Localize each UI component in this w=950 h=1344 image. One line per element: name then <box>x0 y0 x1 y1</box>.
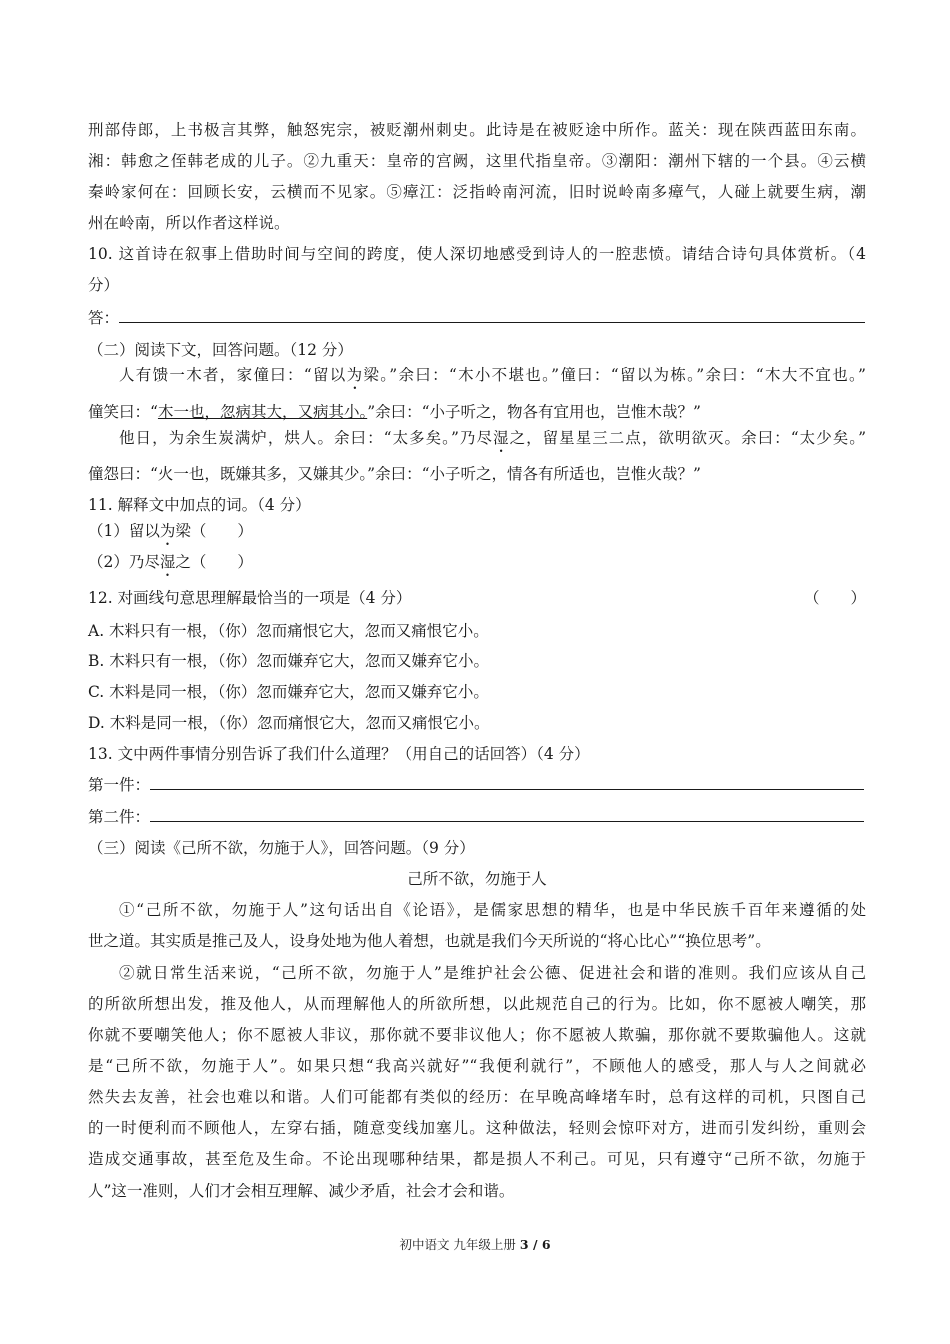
passage-2-p1-line-1: 人有馈一木者，家僮曰：“留以为梁。”余曰：“木小不堪也。”僮曰：“留以为栋。”余曰：“木大不宜也。” <box>119 366 866 384</box>
question-10-line-1: 10. 这首诗在叙事上借助时间与空间的跨度，使人深切地感受到诗人的一腔悲愤。请结合诗句具体赏析。（4 <box>88 245 866 263</box>
question-13-title: 13. 文中两件事情分别告诉了我们什么道理？（用自己的话回答）（4 分） <box>88 745 590 763</box>
page-number: 3 / 6 <box>519 1237 551 1252</box>
notes-line-2: 湘：韩愈之侄韩老成的儿子。②九重天：皇帝的宫阙，这里代指皇帝。③潮阳：潮州下辖的一个县。④云横 <box>88 152 866 170</box>
notes-line-4: 州在岭南，所以作者这样说。 <box>88 214 290 232</box>
answer-line-second[interactable] <box>150 820 864 822</box>
article-p2-line-4: 是“己所不欲，勿施于人”。如果只想“我高兴就好”“我便利就行”，不顾他人的感受，那人与人之间就必 <box>88 1057 866 1075</box>
option-b[interactable]: B. 木料只有一根，（你）忽而嫌弃它大，忽而又嫌弃它小。 <box>88 652 489 670</box>
footer-label: 初中语文 九年级上册 <box>399 1237 520 1252</box>
notes-line-1: 刑部侍郎，上书极言其弊，触怒宪宗，被贬潮州刺史。此诗是在被贬途中所作。蓝关：现在陕西蓝田东南。 <box>88 121 866 139</box>
answer-line[interactable] <box>119 321 865 323</box>
question-10-line-2: 分） <box>88 276 120 294</box>
option-c[interactable]: C. 木料是同一根，（你）忽而嫌弃它大，忽而又嫌弃它小。 <box>88 683 489 701</box>
question-13-second[interactable]: 第二件： <box>88 806 866 828</box>
article-p2-line-7: 造成交通事故，甚至危及生命。不论出现哪种结果，都是损人不利己。可见，只有遵守“己所不欲，勿施于 <box>88 1150 866 1168</box>
article-p2-line-6: 的一时便利而不顾他人，左穿右插，随意变线加塞儿。这种做法，轻则会惊吓对方，进而引发纠纷，重则会 <box>88 1119 866 1137</box>
notes-line-3: 秦岭家何在：回顾长安，云横而不见家。⑤瘴江：泛指岭南河流，旧时说岭南多瘴气，人碰上就要生病，潮 <box>88 183 866 201</box>
option-d[interactable]: D. 木料是同一根，（你）忽而痛恨它大，忽而又痛恨它小。 <box>88 714 490 732</box>
section-3-heading: （三）阅读《己所不欲，勿施于人》，回答问题。（9 分） <box>88 839 475 857</box>
question-13-first[interactable]: 第一件： <box>88 774 866 796</box>
article-p2-line-1: ②就日常生活来说，“己所不欲，勿施于人”是维护社会公德、促进社会和谐的准则。我们应该从自己 <box>119 964 866 982</box>
passage-2-p2-line-1: 他日，为余生炭满炉，烘人。余曰：“太多矣。”乃尽湿之，留星星三二点，欲明欲灭。余曰：“太少矣。” <box>119 429 866 447</box>
article-p2-line-5: 然失去友善，社会也难以和谐。人们可能都有类似的经历：在早晚高峰堵车时，总有这样的司机，只图自己 <box>88 1088 866 1106</box>
question-11-title: 11. 解释文中加点的词。（4 分） <box>88 496 311 514</box>
article-p1-line-2: 世之道。其实质是推己及人，设身处地为他人着想，也就是我们今天所说的“将心比心”“换位思考”。 <box>88 932 771 950</box>
option-a[interactable]: A. 木料只有一根，（你）忽而痛恨它大，忽而又痛恨它小。 <box>88 622 489 640</box>
article-p1-line-1: ①“己所不欲，勿施于人”这句话出自《论语》，是儒家思想的精华，也是中华民族千百年来遵循的处 <box>119 901 866 919</box>
question-11-item-1[interactable]: （1）留以为梁（ ） <box>88 522 253 540</box>
question-12-title: 12. 对画线句意思理解最恰当的一项是（4 分） （ ） <box>88 589 866 607</box>
answer-line-first[interactable] <box>150 788 864 790</box>
page-footer <box>0 1236 950 1254</box>
article-p2-line-3: 你就不要嘲笑他人；你不愿被人非议，那你就不要非议他人；你不愿被人欺骗，那你就不要欺骗他人。这就 <box>88 1026 866 1044</box>
article-title: 己所不欲，勿施于人 <box>407 870 547 888</box>
passage-2-p2-line-2: 僮怨曰：“火一也，既嫌其多，又嫌其少。”余曰：“小子听之，情各有所适也，岂惟火哉？” <box>88 465 701 483</box>
answer-label: 答： <box>88 309 120 327</box>
dotted-word-shi: 湿 <box>493 429 510 447</box>
underlined-sentence: 木一也，忽病其大，又病其小。 <box>157 403 368 421</box>
article-p2-line-2: 的所欲所想出发，推及他人，从而理解他人的所欲所想，以此规范自己的行为。比如，你不愿被人嘲笑，那 <box>88 995 866 1013</box>
answer-paren[interactable]: （ ） <box>803 589 866 607</box>
question-11-item-2[interactable]: （2）乃尽湿之（ ） <box>88 553 253 571</box>
section-2-heading: （二）阅读下文，回答问题。（12 分） <box>88 341 353 359</box>
question-10-answer[interactable] <box>88 307 866 329</box>
article-p2-line-8: 人”这一准则，人们才会相互理解、减少矛盾，社会才会和谐。 <box>88 1182 515 1200</box>
passage-2-p1-line-2: 僮笑曰：“木一也，忽病其大，又病其小。”余曰：“小子听之，物各有宜用也，岂惟木哉？” <box>88 403 701 421</box>
dotted-word-wei: 为 <box>346 366 364 384</box>
